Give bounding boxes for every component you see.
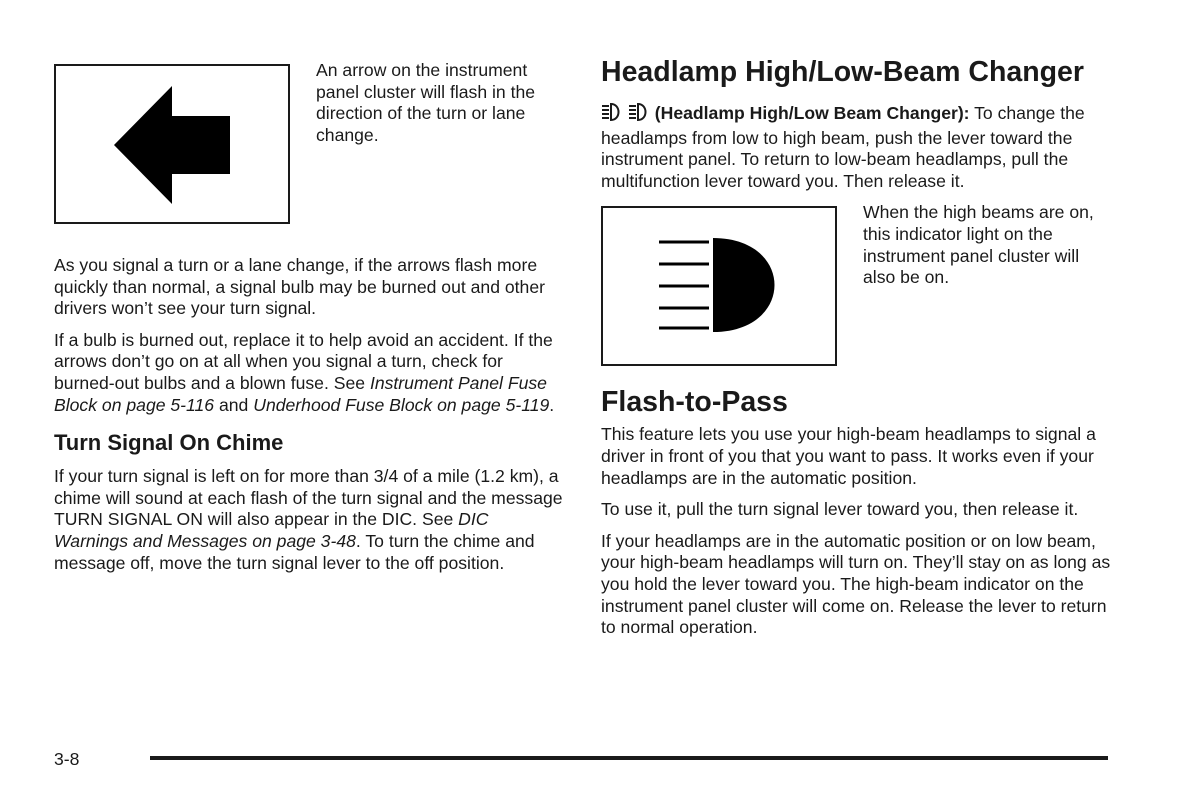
- chime-text-1: If your turn signal is left on for more than 3/4 of a mile (1.2 km), a chime will sound at each flash of the turn signal and the message TURN SIGNAL ON will also appear in the DIC. See: [54, 466, 563, 530]
- arrow-figure: [54, 60, 564, 224]
- flash-to-pass-paragraph-2: To use it, pull the turn signal lever toward you, then release it.: [601, 499, 1079, 520]
- high-beam-icon: [601, 102, 623, 128]
- high-beam-indicator-icon: [603, 208, 835, 364]
- low-beam-icon: [628, 102, 650, 128]
- burned-bulb-text-1: If a bulb is burned out, replace it to help avoid an accident. If the arrows don’t go on at all when you signal a turn, check for burned-out bulbs and a blown fuse. See: [54, 329, 553, 393]
- page-number: 3-8: [54, 749, 80, 769]
- headlamp-changer-paragraph: [601, 102, 1111, 192]
- burned-bulb-text-2: and: [214, 394, 254, 415]
- instrument-panel-fuse-block-link[interactable]: Instrument Panel Fuse Block on page 5-116: [54, 372, 547, 415]
- right-column: [601, 56, 1111, 649]
- left-column: [54, 60, 564, 584]
- underhood-fuse-block-link[interactable]: Underhood Fuse Block on page 5-119: [253, 394, 550, 415]
- flash-to-pass-paragraph-1: This feature lets you use your high-beam headlamps to signal a driver in front of you that you want to pass. It works even if your headlamps are in the automatic position.: [601, 424, 1096, 488]
- high-beam-figure: [601, 202, 1111, 366]
- footer-rule: [150, 756, 1108, 760]
- turn-signal-chime-heading: Turn Signal On Chime: [54, 430, 284, 456]
- dic-warnings-link[interactable]: DIC Warnings and Messages on page 3-48: [54, 509, 489, 551]
- chime-text-2: . To turn the chime and message off, move the turn signal lever to the off position.: [54, 530, 535, 573]
- arrow-figure-caption: An arrow on the instrument panel cluster will flash in the direction of the turn or lane change.: [316, 60, 536, 145]
- burned-bulb-text-3: .: [549, 394, 555, 415]
- flash-to-pass-heading: Flash-to-Pass: [601, 386, 788, 419]
- burned-bulb-paragraph: [54, 330, 564, 416]
- headlamp-changer-heading: Headlamp High/Low-Beam Changer: [601, 56, 1084, 88]
- left-arrow-icon: [56, 66, 288, 222]
- high-beam-figure-box: [601, 206, 837, 366]
- chime-paragraph: [54, 466, 564, 574]
- flash-to-pass-paragraph-3: If your headlamps are in the automatic position or on low beam, your high-beam headlamps will turn on. They’ll stay on as long as you hold the lever toward you. The high-beam indicator on the instrument panel cluster will come on. Release the lever to return to normal operation.: [601, 530, 1111, 638]
- arrow-figure-box: [54, 64, 290, 224]
- page-footer: [54, 748, 1110, 774]
- headlamp-changer-text: To change the headlamps from low to high beam, push the lever toward the instrument panel. To return to low-beam headlamps, pull the multifunction lever toward you. Then release it.: [601, 103, 1085, 191]
- headlamp-changer-label: (Headlamp High/Low Beam Changer):: [654, 103, 970, 123]
- high-beam-figure-caption: When the high beams are on, this indicator light on the instrument panel cluster will also be on.: [863, 202, 1094, 288]
- turn-signal-paragraph: As you signal a turn or a lane change, if the arrows flash more quickly than normal, a signal bulb may be burned out and other drivers won’t see your turn signal.: [54, 255, 545, 319]
